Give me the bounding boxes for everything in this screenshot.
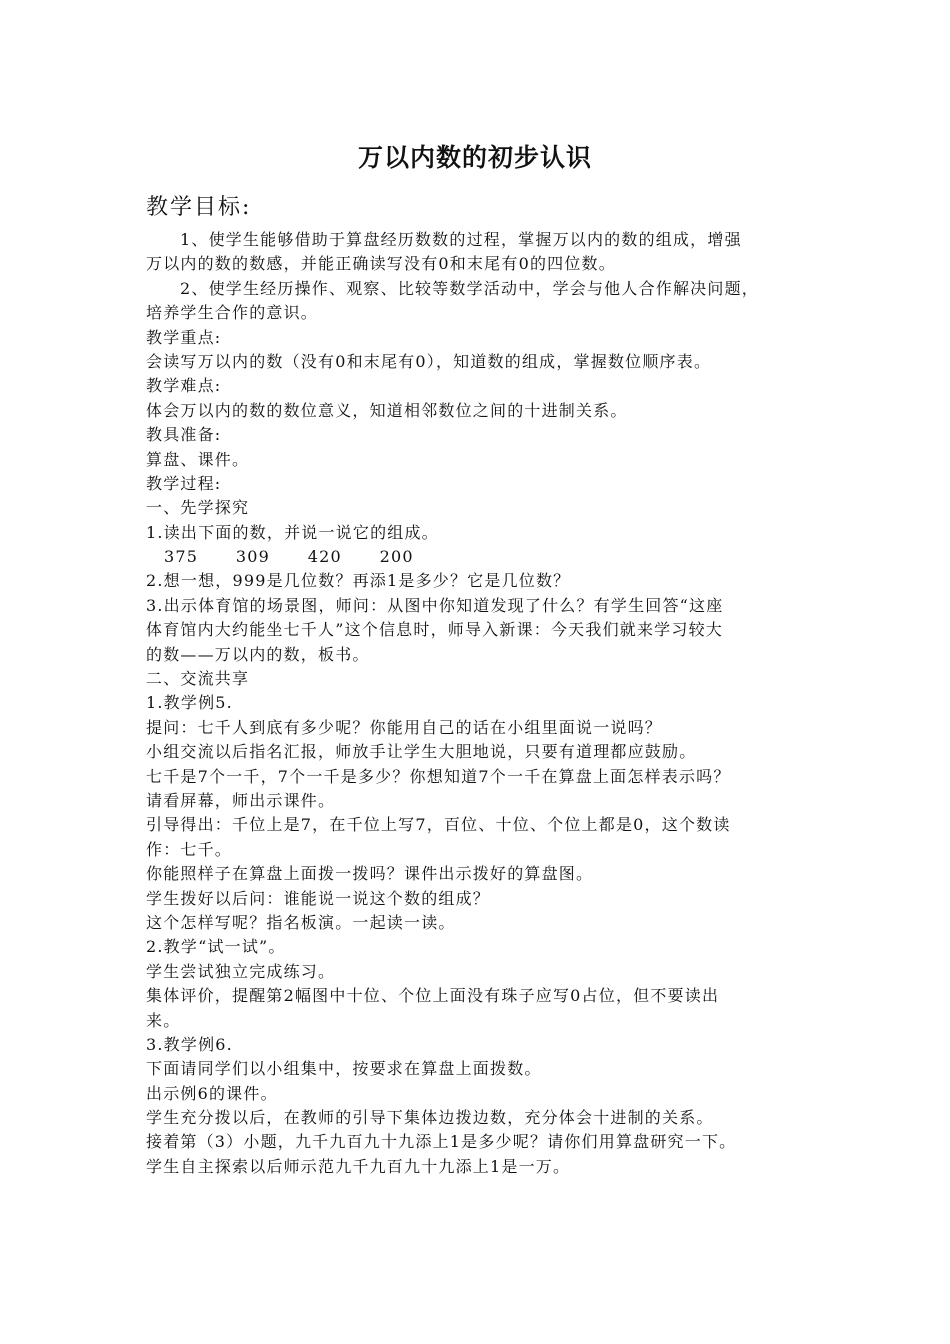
text-line: 集体评价，提醒第2幅图中十位、个位上面没有珠子应写0占位，但不要读出	[146, 986, 720, 1006]
text-line: 3.出示体育馆的场景图，师问：从图中你知道发现了什么？有学生回答“这座	[146, 595, 724, 615]
text-line: 1、使学生能够借助于算盘经历数数的过程，掌握万以内的数的组成，增强	[180, 230, 742, 249]
text-line: 1.读出下面的数，并说一说它的组成。	[146, 522, 439, 542]
page-title: 万以内数的初步认识	[357, 143, 592, 172]
text-line: 下面请同学们以小组集中，按要求在算盘上面拨数。	[146, 1059, 542, 1079]
text-line: 1.教学例5.	[146, 693, 233, 713]
text-line: 2.教学“试一试”。	[146, 937, 286, 957]
text-line: 学生尝试独立完成练习。	[146, 961, 336, 981]
text-line: 教具准备:	[146, 425, 222, 445]
text-line: 375 309 420 200	[164, 547, 414, 567]
text-line: 学生自主探索以后师示范九千九百九十九添上1是一万。	[146, 1156, 571, 1176]
text-line: 教学过程:	[146, 473, 222, 493]
text-line: 万以内的数的数感，并能正确读写没有0和末尾有0的四位数。	[146, 254, 616, 274]
text-line: 培养学生合作的意识。	[146, 303, 319, 323]
text-line: 引导得出：千位上是7，在千位上写7，百位、十位、个位上都是0，这个数读	[146, 815, 731, 835]
text-line: 2、使学生经历操作、观察、比较等数学活动中，学会与他人合作解决问题，	[180, 278, 759, 298]
text-line: 算盘、课件。	[146, 449, 250, 469]
text-line: 你能照样子在算盘上面拨一拨吗？课件出示拨好的算盘图。	[146, 864, 594, 884]
text-line: 2.想一想，999是几位数？再添1是多少？它是几位数？	[146, 571, 571, 591]
goals-heading: 教学目标:	[146, 195, 252, 220]
text-line: 作：七千。	[146, 839, 233, 859]
text-line: 会读写万以内的数（没有0和末尾有0），知道数的组成，掌握数位顺序表。	[146, 351, 712, 371]
text-line: 体育馆内大约能坐七千人”这个信息时，师导入新课：今天我们就来学习较大	[146, 620, 723, 640]
text-line: 来。	[146, 1010, 181, 1030]
text-line: 提问：七千人到底有多少呢？你能用自己的话在小组里面说一说吗？	[146, 717, 663, 737]
text-line: 教学难点:	[146, 376, 222, 396]
text-line: 接着第（3）小题，九千九百九十九添上1是多少呢？请你们用算盘研究一下。	[146, 1132, 737, 1152]
text-line: 教学重点:	[146, 327, 222, 347]
text-line: 出示例6的课件。	[146, 1083, 278, 1103]
document-body	[146, 228, 816, 1179]
text-line: 这个怎样写呢？指名板演。一起读一读。	[146, 912, 456, 932]
text-line: 请看屏幕，师出示课件。	[146, 790, 336, 810]
text-line: 小组交流以后指名汇报，师放手让学生大胆地说，只要有道理都应鼓励。	[146, 742, 697, 762]
text-line: 3.教学例6.	[146, 1034, 233, 1054]
text-line: 学生拨好以后问：谁能说一说这个数的组成？	[146, 888, 491, 908]
text-line: 七千是7个一千，7个一千是多少？你想知道7个一千在算盘上面怎样表示吗？	[146, 766, 731, 786]
text-line: 学生充分拨以后，在教师的引导下集体边拨边数，充分体会十进制的关系。	[146, 1108, 714, 1128]
text-line: 的数——万以内的数，板书。	[146, 644, 370, 664]
text-line: 一、先学探究	[146, 498, 250, 518]
text-line: 二、交流共享	[146, 669, 250, 689]
text-line: 体会万以内的数的数位意义，知道相邻数位之间的十进制关系。	[146, 400, 628, 420]
